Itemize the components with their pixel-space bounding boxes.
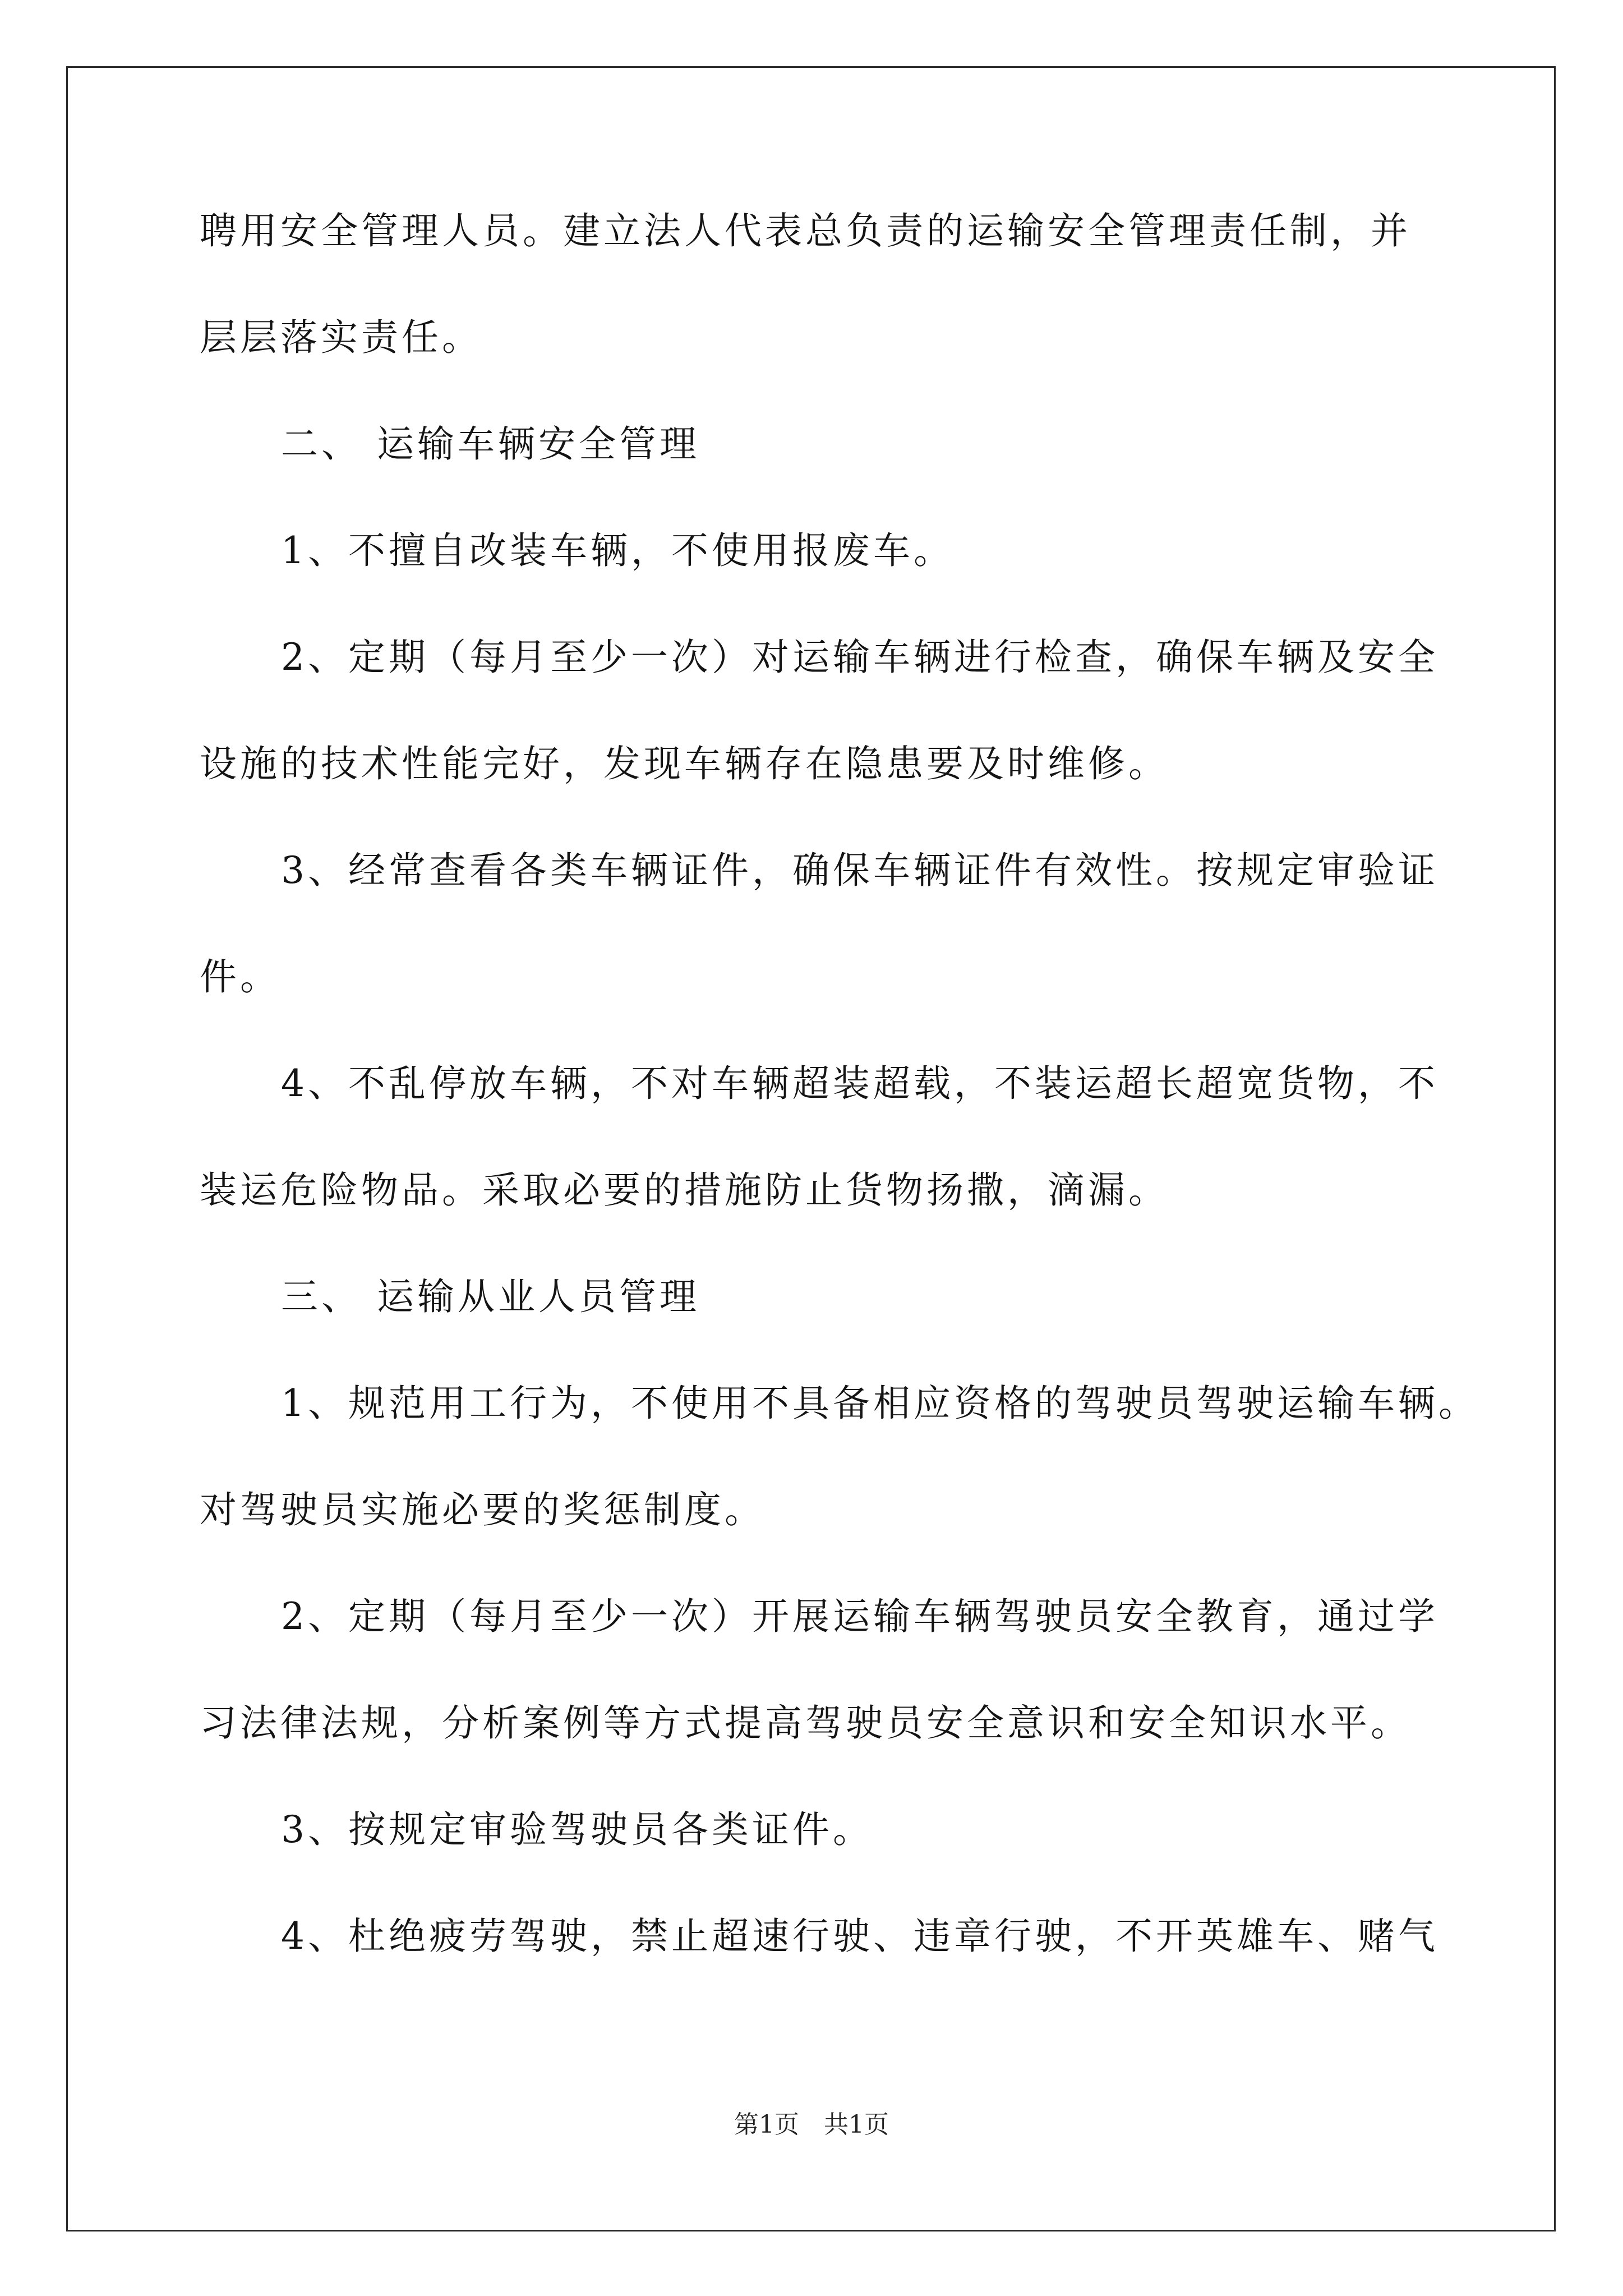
paragraph-line: 习法律法规，分析案例等方式提高驾驶员安全意识和安全知识水平。: [200, 1701, 1411, 1745]
paragraph-line: 1、不擅自改装车辆，不使用报废车。: [281, 529, 954, 572]
paragraph-line: 1、规范用工行为，不使用不具备相应资格的驾驶员驾驶运输车辆。: [281, 1382, 1479, 1425]
page-border: [66, 66, 1556, 2231]
paragraph-line: 设施的技术性能完好，发现车辆存在隐患要及时维修。: [200, 742, 1169, 785]
paragraph-line: 装运危险物品。采取必要的措施防止货物扬撒，滴漏。: [200, 1168, 1169, 1212]
paragraph-line: 2、定期（每月至少一次）开展运输车辆驾驶员安全教育，通过学: [281, 1595, 1438, 1638]
paragraph-line: 聘用安全管理人员。建立法人代表总负责的运输安全管理责任制，并: [200, 209, 1411, 252]
paragraph-line: 4、杜绝疲劳驾驶，禁止超速行驶、违章行驶，不开英雄车、赌气: [281, 1915, 1438, 1958]
section-heading: 三、 运输从业人员管理: [281, 1275, 700, 1318]
section-heading: 二、 运输车辆安全管理: [281, 422, 700, 466]
page-number-footer: 第1页 共1页: [734, 2110, 889, 2139]
paragraph-line: 件。: [200, 955, 280, 999]
paragraph-line: 3、经常查看各类车辆证件，确保车辆证件有效性。按规定审验证: [281, 849, 1438, 892]
paragraph-line: 2、定期（每月至少一次）对运输车辆进行检查，确保车辆及安全: [281, 636, 1438, 679]
paragraph-line: 3、按规定审验驾驶员各类证件。: [281, 1808, 873, 1851]
paragraph-line: 层层落实责任。: [200, 316, 482, 359]
paragraph-line: 4、不乱停放车辆，不对车辆超装超载，不装运超长超宽货物，不: [281, 1062, 1438, 1105]
paragraph-line: 对驾驶员实施必要的奖惩制度。: [200, 1488, 765, 1531]
